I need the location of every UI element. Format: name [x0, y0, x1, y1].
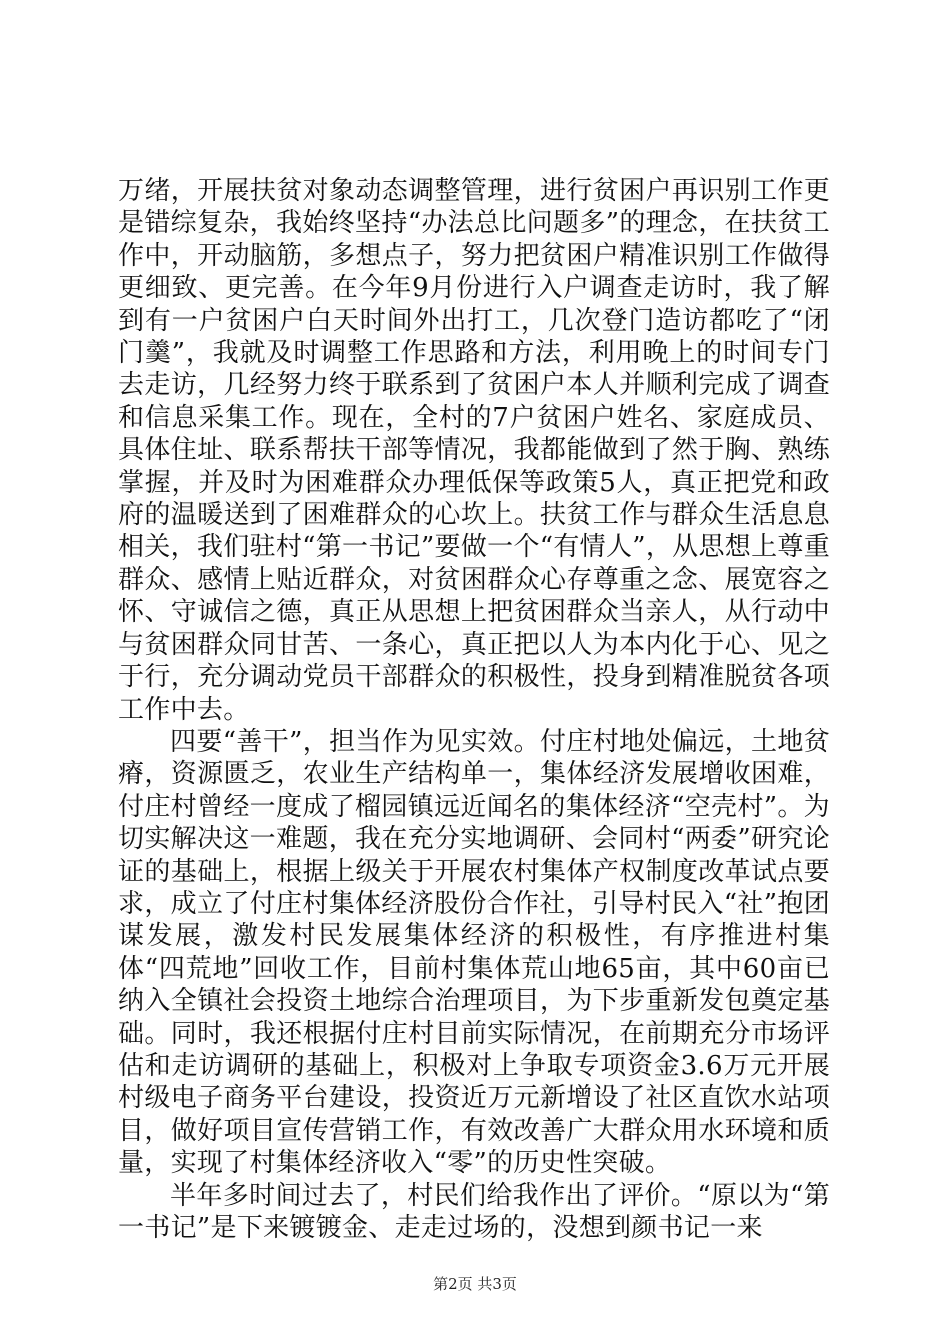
paragraph-1: 万绪，开展扶贫对象动态调整管理，进行贫困户再识别工作更是错综复杂，我始终坚持“办法总比问题多”的理念，在扶贫工作中，开动脑筋，多想点子，努力把贫困户精准识别工作做得更细致、更完善。在今年9月份进行入户调查走访时，我了解到有一户贫困户白天时间外出打工，几次登门造访都吃了“闭门羹”，我就及时调整工作思路和方法，利用晚上的时间专门去走访，几经努力终于联系到了贫困户本人并顺利完成了调查和信息采集工作。现在，全村的7户贫困户姓名、家庭成员、具体住址、联系帮扶干部等情况，我都能做到了然于胸、熟练掌握，并及时为困难群众办理低保等政策5人，真正把党和政府的温暖送到了困难群众的心坎上。扶贫工作与群众生活息息相关，我们驻村“第一书记”要做一个“有情人”，从思想上尊重群众、感情上贴近群众，对贫困群众心存尊重之念、展宽容之怀、守诚信之德，真正从思想上把贫困群众当亲人，从行动中与贫困群众同甘苦、一条心，真正把以人为本内化于心、见之于行，充分调动党员干部群众的积极性，投身到精准脱贫各项工作中去。 — [118, 176, 830, 725]
paragraph-3: 半年多时间过去了，村民们给我作出了评价。“原以为“第一书记”是下来镀镀金、走走过场的，没想到颜书记一来 — [118, 1180, 830, 1243]
document-body — [118, 175, 830, 1244]
page-footer: 第2页 共3页 — [433, 1275, 517, 1293]
paragraph-2: 四要“善干”，担当作为见实效。付庄村地处偏远，土地贫瘠，资源匮乏，农业生产结构单一，集体经济发展增收困难，付庄村曾经一度成了榴园镇远近闻名的集体经济“空壳村”。为切实解决这一难题，我在充分实地调研、会同村“两委”研究论证的基础上，根据上级关于开展农村集体产权制度改革试点要求，成立了付庄村集体经济股份合作社，引导村民入“社”抱团谋发展，激发村民发展集体经济的积极性，有序推进村集体“四荒地”回收工作，目前村集体荒山地65亩，其中60亩已纳入全镇社会投资土地综合治理项目，为下步重新发包奠定基础。同时，我还根据付庄村目前实际情况，在前期充分市场评估和走访调研的基础上，积极对上争取专项资金3.6万元开展村级电子商务平台建设，投资近万元新增设了社区直饮水站项目，做好项目宣传营销工作，有效改善广大群众用水环境和质量，实现了村集体经济收入“零”的历史性突破。 — [118, 726, 831, 1179]
